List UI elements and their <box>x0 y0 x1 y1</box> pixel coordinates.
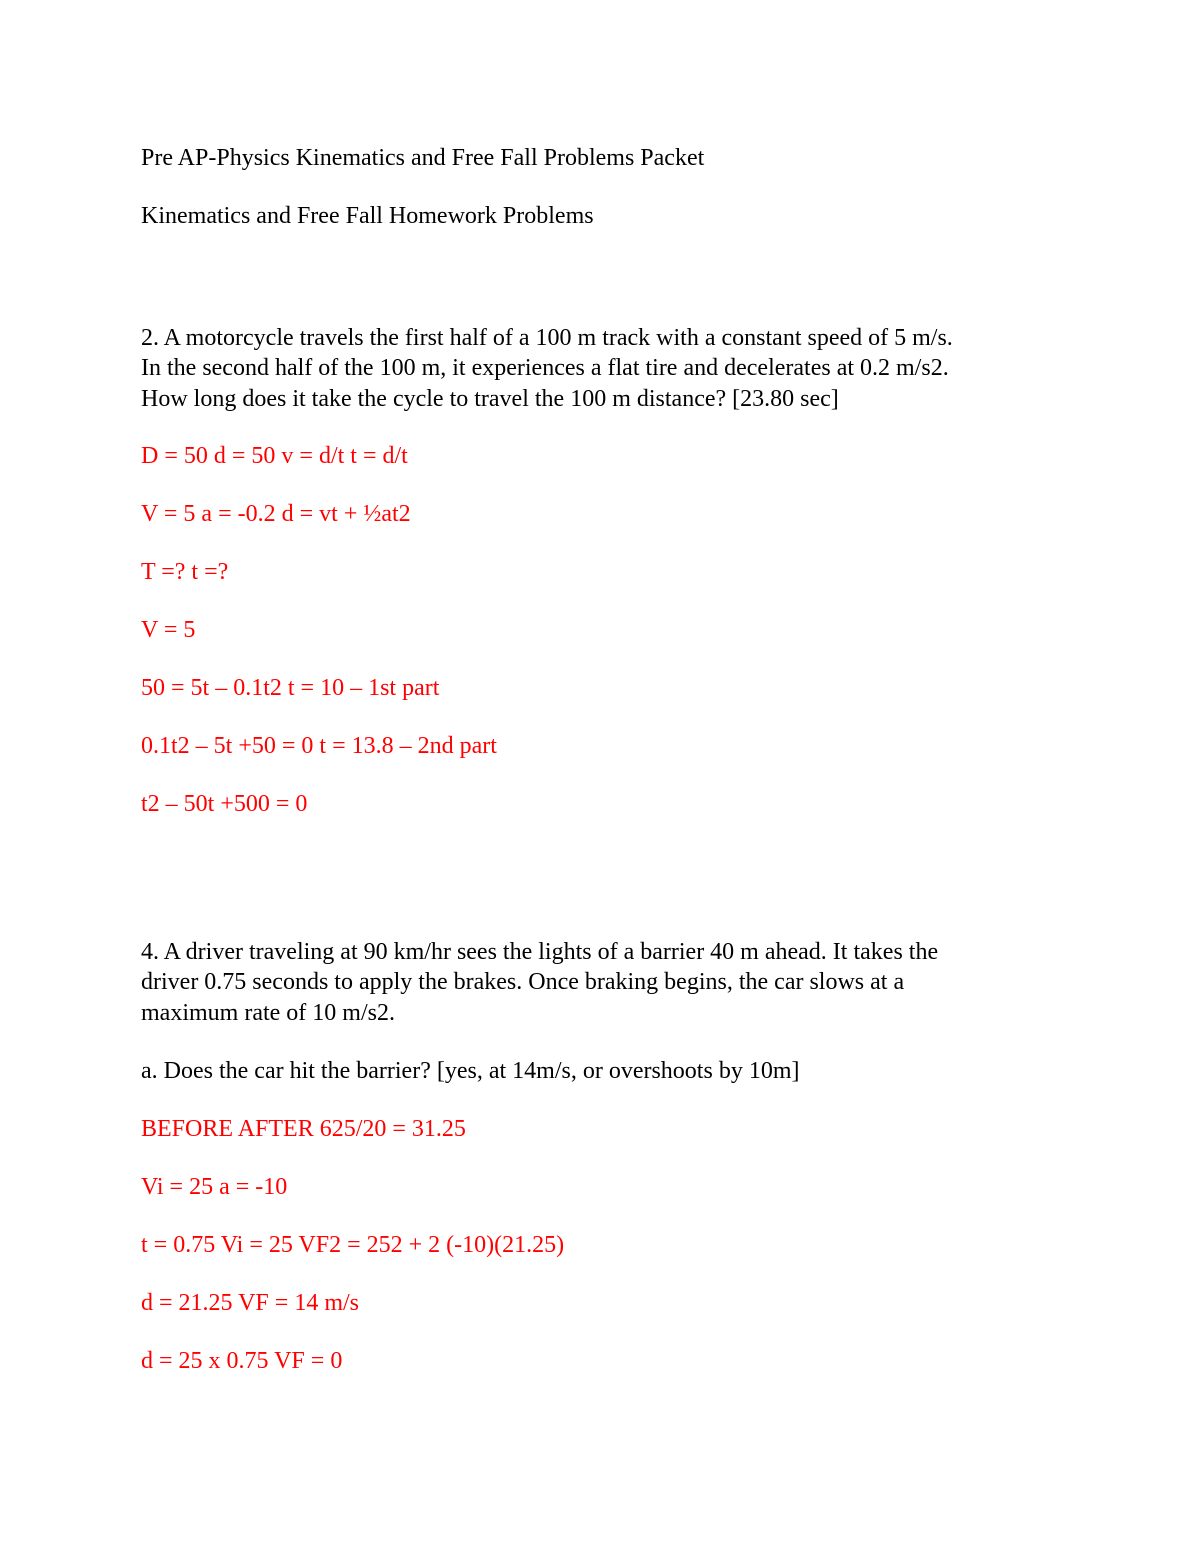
problem-4-work-line: Vi = 25 a = -10 <box>141 1174 288 1200</box>
problem-2-work-line: V = 5 a = -0.2 d = vt + ½at2 <box>141 501 411 527</box>
problem-4-part-a: a. Does the car hit the barrier? [yes, at 14m/s, or overshoots by 10m] <box>141 1058 800 1084</box>
problem-2-work-line: 0.1t2 – 5t +50 = 0 t = 13.8 – 2nd part <box>141 733 497 759</box>
problem-4-work-line: d = 21.25 VF = 14 m/s <box>141 1290 359 1316</box>
problem-2-work-line: 50 = 5t – 0.1t2 t = 10 – 1st part <box>141 675 440 701</box>
problem-2-work-line: D = 50 d = 50 v = d/t t = d/t <box>141 443 408 469</box>
problem-4-question-line: 4. A driver traveling at 90 km/hr sees the lights of a barrier 40 m ahead. It takes the <box>141 939 939 965</box>
problem-4-work-line: t = 0.75 Vi = 25 VF2 = 252 + 2 (-10)(21.25) <box>141 1232 565 1258</box>
problem-2-question-line: In the second half of the 100 m, it experiences a flat tire and decelerates at 0.2 m/s2. <box>141 355 949 381</box>
problem-2-question-line: 2. A motorcycle travels the first half of a 100 m track with a constant speed of 5 m/s. <box>141 325 953 351</box>
problem-2-work-line: V = 5 <box>141 617 196 643</box>
problem-2-work-line: t2 – 50t +500 = 0 <box>141 791 308 817</box>
problem-2-question-line: How long does it take the cycle to travel the 100 m distance? [23.80 sec] <box>141 386 839 412</box>
problem-4-question-line: driver 0.75 seconds to apply the brakes. Once braking begins, the car slows at a <box>141 969 905 995</box>
problem-2-work-line: T =? t =? <box>141 559 229 585</box>
problem-4-work-line: BEFORE AFTER 625/20 = 31.25 <box>141 1116 466 1142</box>
problem-4-question-line: maximum rate of 10 m/s2. <box>141 1000 395 1026</box>
page-subtitle: Kinematics and Free Fall Homework Problems <box>141 203 594 229</box>
page-title: Pre AP-Physics Kinematics and Free Fall Problems Packet <box>141 145 705 171</box>
problem-4-work-line: d = 25 x 0.75 VF = 0 <box>141 1348 343 1374</box>
